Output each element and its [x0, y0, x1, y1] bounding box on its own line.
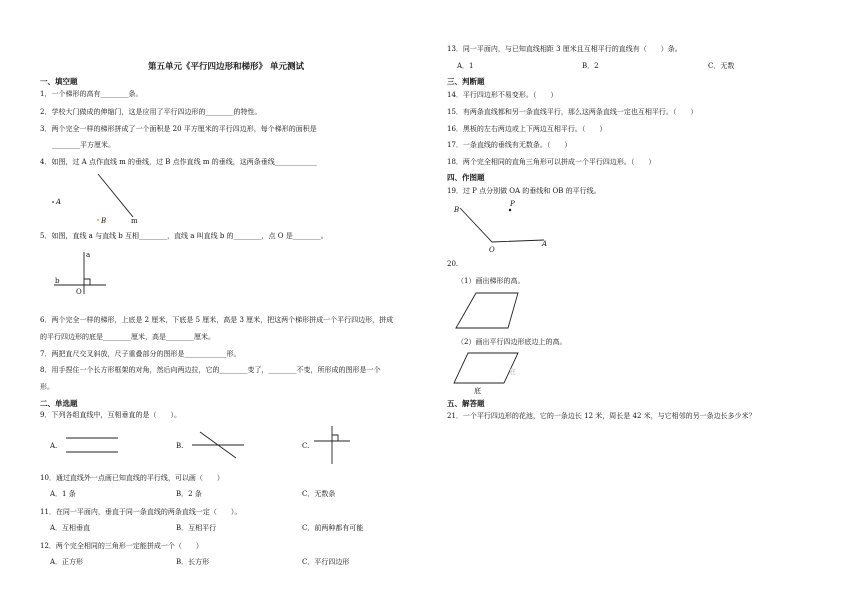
- question-20-part2: （2）画出平行四边形底边上的高。: [457, 338, 567, 346]
- q9-option-a: A.: [50, 442, 58, 450]
- label-p: P: [510, 200, 515, 208]
- question-20: 20.: [447, 260, 459, 268]
- base-label: 底: [474, 387, 481, 395]
- question-12: 12．两个完全相同的三角形一定能拼成一个（ ）: [40, 542, 203, 550]
- q20-trapezoid-figure: [452, 290, 532, 332]
- section-drawing: 四、作图题: [447, 173, 485, 182]
- q11-option-c: C．前两种都有可能: [302, 524, 364, 532]
- label-a: a: [86, 251, 91, 259]
- page-title: 第五单元《平行四边形和梯形》 单元测试: [148, 62, 304, 72]
- section-fill-in: 一、填空题: [40, 77, 78, 86]
- angle-bob-lines: [460, 208, 544, 242]
- question-7: 7．两把直尺交叉斜放，尺子重叠部分的图形是____________形。: [40, 350, 241, 358]
- label-m: m: [131, 217, 138, 225]
- question-16: 16．黑板的左右两边或上下两边互相平行。（ ）: [447, 125, 607, 133]
- label-a: A: [542, 240, 548, 248]
- right-angle-mark: [332, 435, 338, 441]
- section-single-choice: 二、单选题: [40, 399, 78, 408]
- q9-figure-b: [186, 428, 246, 462]
- section-answer: 五、解答题: [447, 399, 485, 408]
- label-b: b: [55, 277, 60, 285]
- q10-option-a: A．1 条: [50, 490, 76, 498]
- q10-option-b: B．2 条: [176, 490, 202, 498]
- trapezoid: [456, 293, 518, 328]
- question-20-part1: （1）画出梯形的高。: [457, 277, 525, 285]
- point-b-dot: [97, 219, 99, 221]
- q9-figure-c: [312, 424, 352, 466]
- q12-option-a: A．正方形: [50, 558, 84, 566]
- question-8-line2: 形。: [40, 383, 54, 391]
- q12-option-c: C．平行四边形: [302, 558, 350, 566]
- label-o: O: [76, 288, 82, 296]
- point-a-dot: [52, 201, 54, 203]
- q10-option-c: C．无数条: [302, 490, 336, 498]
- q5-figure: [50, 248, 110, 298]
- q9-figure-a: [64, 430, 124, 460]
- point-p-dot: [509, 209, 511, 211]
- question-4: 4．如图，过 A 点作直线 m 的垂线，过 B 点作直线 m 的垂线，这两条垂线____________: [40, 158, 317, 166]
- q11-option-b: B．互相平行: [176, 524, 217, 532]
- question-1: 1．一个梯形的高有________条。: [40, 90, 143, 98]
- q20-parallelogram-figure: [452, 350, 532, 396]
- question-19: 19．过 P 点分别做 OA 的垂线和 OB 的平行线。: [447, 187, 601, 195]
- question-9: 9．下列各组直线中，互相垂直的是（ ）。: [40, 411, 181, 419]
- watermark-label: 底: [509, 368, 516, 376]
- label-b: B: [454, 206, 460, 214]
- question-10: 10．通过直线外一点画已知直线的平行线，可以画（ ）: [40, 474, 224, 482]
- question-13: 13．同一平面内，与已知直线相距 3 厘米且互相平行的直线有（ ）条。: [447, 45, 682, 53]
- q19-figure: [452, 198, 562, 253]
- question-11: 11．在同一平面内，垂直于同一条直线的两条直线一定（ ）。: [40, 508, 242, 516]
- question-2: 2．学校大门做成的伸缩门，这是应用了平行四边形的________的特性。: [40, 108, 262, 116]
- q9-option-c: C.: [302, 442, 310, 450]
- section-true-false: 三、判断题: [447, 77, 485, 86]
- question-17: 17．一条直线的垂线有无数条。（ ）: [447, 141, 572, 149]
- question-15: 15．有两条直线都和另一条直线平行，那么这两条直线一定也互相平行。（ ）: [447, 108, 698, 116]
- label-a: A: [56, 198, 62, 206]
- q13-option-b: B．2: [582, 62, 599, 70]
- question-5: 5．如图，直线 a 与直线 b 互相________，直线 a 叫直线 b 的________，点 O 是________。: [40, 232, 328, 240]
- label-b: B: [101, 217, 107, 225]
- q11-option-a: A．互相垂直: [50, 524, 91, 532]
- q13-option-a: A．1: [457, 62, 474, 70]
- question-21: 21．一个平行四边形的花池，它的一条边长 12 米，周长是 42 米，与它相邻的另一条边长多少米？: [447, 412, 756, 420]
- label-o: O: [489, 246, 495, 254]
- right-angle-mark: [84, 279, 90, 285]
- line-m: [98, 174, 133, 217]
- q12-option-b: B．长方形: [176, 558, 210, 566]
- question-6-line2: 的平行四边形的底是________厘米，高是________厘米。: [40, 333, 215, 341]
- question-8-line1: 8．用手捏住一个长方形框架的对角，然后向两边拉，它的________变了，________不变，所形成的图形是一个: [40, 366, 381, 374]
- question-6-line1: 6．两个完全一样的梯形，上底是 2 厘米，下底是 5 厘米，高是 3 厘米，把这两个梯形拼成一个平行四边形，拼成: [40, 316, 394, 324]
- question-3-line2: ________平方厘米。: [52, 141, 115, 149]
- q13-option-c: C．无数: [708, 62, 735, 70]
- question-14: 14．平行四边形不易变形。（ ）: [447, 91, 558, 99]
- question-3-line1: 3．两个完全一样的梯形拼成了一个面积是 20 平方厘米的平行四边形，每个梯形的面积是: [40, 125, 317, 133]
- question-18: 18．两个完全相同的直角三角形可以拼成一个平行四边形。（ ）: [447, 158, 656, 166]
- q9-option-b: B.: [176, 442, 184, 450]
- q4-figure: [45, 170, 155, 225]
